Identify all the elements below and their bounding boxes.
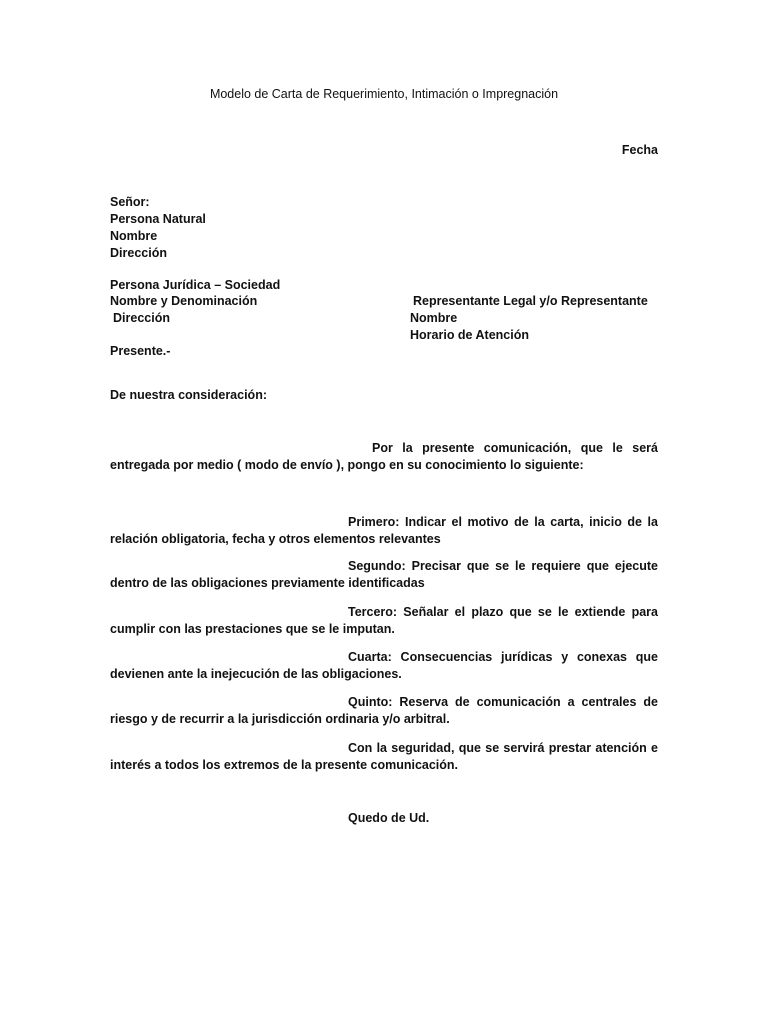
recipient-rep-name: Nombre (410, 311, 458, 325)
point-tercero (110, 604, 658, 637)
recipient-natural-person: Persona Natural (110, 212, 206, 226)
point-line-2: relación obligatoria, fecha y otros elementos relevantes (110, 531, 441, 546)
recipient-address: Dirección (110, 246, 167, 260)
point-line-2: cumplir con las prestaciones que se le imputan. (110, 621, 395, 636)
date-label: Fecha (621, 143, 658, 157)
closing-phrase: Quedo de Ud. (348, 811, 430, 825)
point-line-2: dentro de las obligaciones previamente identificadas (110, 575, 425, 590)
recipient-entity-address: Dirección (113, 311, 170, 325)
recipient-hours: Horario de Atención (410, 328, 529, 342)
point-line-1: Segundo: Precisar que se le requiere que ejecute (348, 559, 658, 573)
point-line-1: Primero: Indicar el motivo de la carta, inicio de la (348, 515, 658, 529)
recipient-name-denomination: Nombre y Denominación (110, 294, 258, 308)
recipient-present: Presente.- (110, 344, 171, 358)
point-line-1: Quinto: Reserva de comunicación a centrales de (348, 695, 658, 709)
point-line-2: interés a todos los extremos de la presente comunicación. (110, 757, 459, 772)
point-line-1: Cuarta: Consecuencias jurídicas y conexas que (348, 650, 658, 664)
document-title: Modelo de Carta de Requerimiento, Intimación o Impregnación (209, 87, 559, 101)
recipient-representative: Representante Legal y/o Representante (413, 294, 648, 308)
intro-paragraph (110, 440, 658, 473)
point-line-1: Tercero: Señalar el plazo que se le extiende para (348, 605, 658, 619)
recipient-salutation: Señor: (110, 195, 150, 209)
point-line-2: riesgo y de recurrir a la jurisdicción ordinaria y/o arbitral. (110, 711, 450, 726)
intro-line-2: entregada por medio ( modo de envío ), pongo en su conocimiento lo siguiente: (110, 457, 584, 472)
point-line-2: devienen ante la inejecución de las obligaciones. (110, 666, 402, 681)
intro-line-1: Por la presente comunicación, que le será (372, 441, 658, 455)
point-quinto (110, 694, 658, 727)
point-line-1: Con la seguridad, que se servirá prestar atención e (348, 741, 658, 755)
recipient-name: Nombre (110, 229, 158, 243)
point-cuarta (110, 649, 658, 682)
point-primero (110, 514, 658, 547)
recipient-legal-entity: Persona Jurídica – Sociedad (110, 278, 281, 292)
point-segundo (110, 558, 658, 591)
greeting: De nuestra consideración: (110, 388, 267, 402)
closing-paragraph (110, 740, 658, 773)
